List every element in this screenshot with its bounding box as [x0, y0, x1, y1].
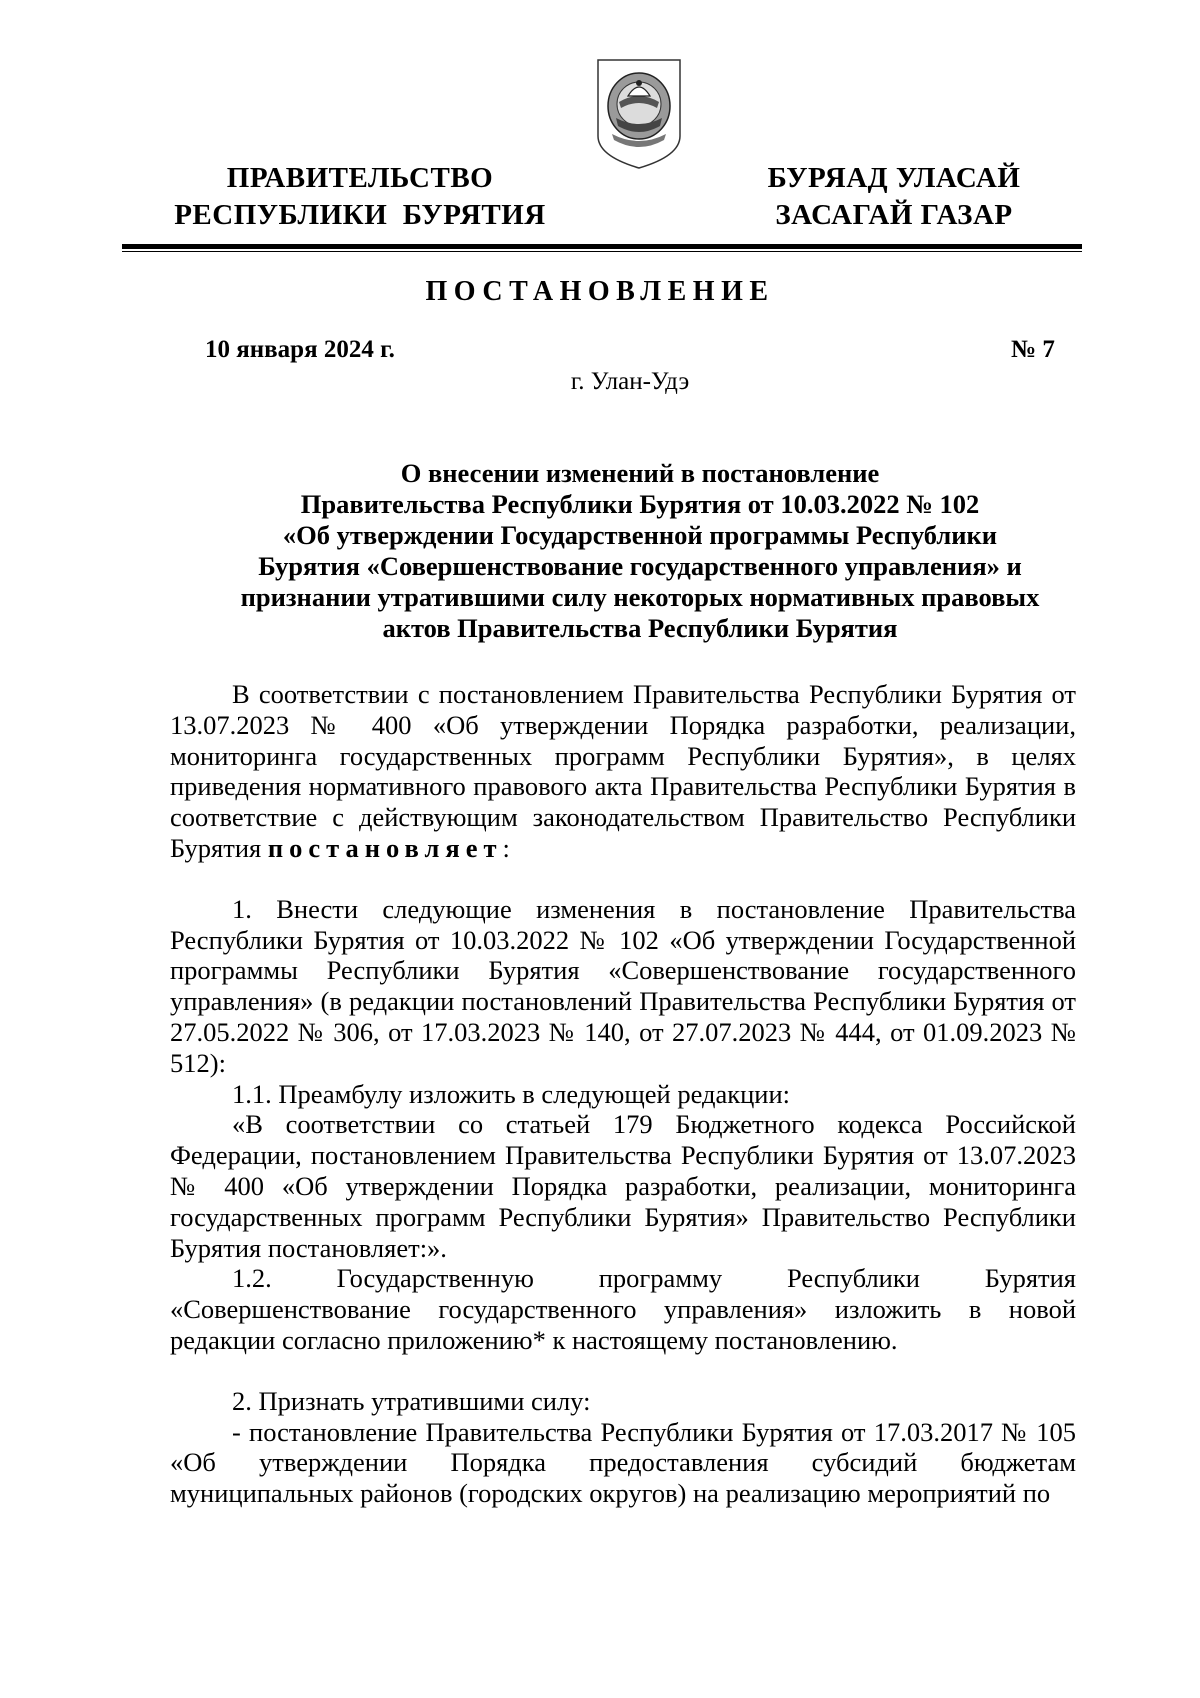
org-right-line-2: ЗАСАГАЙ ГАЗАР: [775, 199, 1013, 231]
document-number: № 7: [1011, 336, 1055, 363]
preamble-text: В соответствии с постановлением Правительства Республики Бурятия от 13.07.2023 № 400 «Об утверждении Порядка разработки, реализации, мониторинга государственных программ Республики Бурятия», в целях приведения нормативного правового акта Правительства Республики Бурятия в соответствие с действующим законодательством Правительство Республики Бурятия: [170, 679, 1076, 863]
decree-colon: :: [502, 832, 510, 863]
item-1: 1. Внести следующие изменения в постановление Правительства Республики Бурятия от 10.03.2022 № 102 «Об утверждении Государственной программы Республики Бурятия «Совершенствование государственного управления» (в редакции постановлений Правительства Республики Бурятия от 27.05.2022 № 306, от 17.03.2023 № 140, от 27.07.2023 № 444, от 01.09.2023 № 512):: [170, 893, 1076, 1078]
title-line: О внесении изменений в постановление: [400, 458, 880, 488]
org-right-line-1: БУРЯАД УЛАСАЙ: [767, 162, 1021, 194]
document-body: [170, 679, 1076, 1509]
decree-word: постановляет: [267, 832, 503, 863]
document-date: 10 января 2024 г.: [205, 336, 395, 363]
item-1-1-text: «В соответствии со статьей 179 Бюджетного кодекса Российской Федерации, постановлением Правительства Республики Бурятия от 13.07.2023 № 400 «Об утверждении Порядка разработки, реализации, мониторинга государственных программ Республики Бурятия» Правительство Республики Бурятия постановляет:».: [170, 1109, 1076, 1263]
document-title: [170, 458, 1110, 644]
item-1-1: 1.1. Преамбулу изложить в следующей редакции:: [232, 1078, 791, 1109]
government-name-russian: [170, 160, 550, 234]
title-line: признании утратившими силу некоторых нормативных правовых: [240, 582, 1040, 612]
title-line: Правительства Республики Бурятия от 10.03.2022 № 102: [300, 489, 980, 519]
org-left-line-1: ПРАВИТЕЛЬСТВО: [226, 162, 494, 194]
header-divider-thin: [122, 251, 1082, 252]
title-line: актов Правительства Республики Бурятия: [382, 613, 898, 643]
header-divider-thick: [122, 244, 1082, 249]
title-line: «Об утверждении Государственной программы Республики: [282, 520, 998, 550]
title-line: Бурятия «Совершенствование государственного управления» и: [258, 551, 1022, 581]
preamble-paragraph: [170, 679, 1076, 864]
org-left-line-2: РЕСПУБЛИКИ БУРЯТИЯ: [174, 199, 546, 231]
document-place: г. Улан-Удэ: [570, 368, 690, 395]
government-name-buryat: [748, 160, 1040, 234]
item-2-dash: - постановление Правительства Республики Бурятия от 17.03.2017 № 105 «Об утверждении Порядка предоставления субсидий бюджетам муниципальных районов (городских округов) на реализацию мероприятий по: [170, 1416, 1076, 1509]
item-2: 2. Признать утратившими силу:: [232, 1385, 591, 1416]
document-type: ПОСТАНОВЛЕНИЕ: [425, 276, 775, 307]
coat-of-arms-icon: [594, 56, 684, 172]
item-1-2: 1.2. Государственную программу Республики Бурятия «Совершенствование государственного управления» изложить в новой редакции согласно приложению* к настоящему постановлению.: [170, 1263, 1076, 1355]
